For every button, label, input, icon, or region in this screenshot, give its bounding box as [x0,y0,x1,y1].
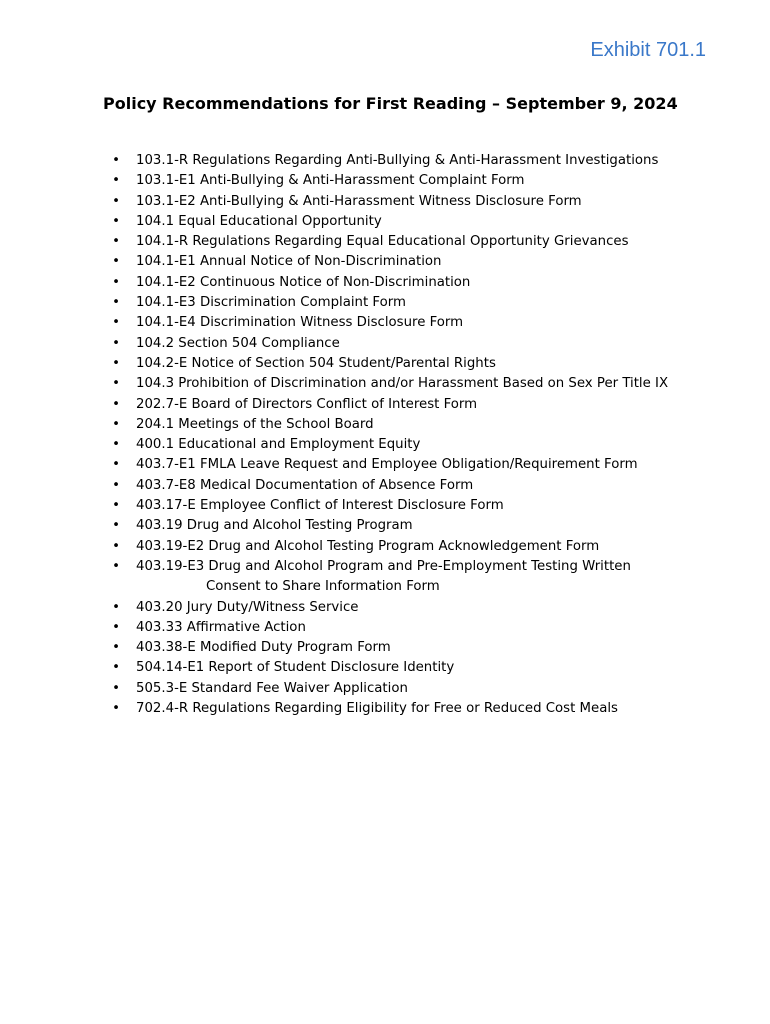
policy-item-text: 104.1-E4 Discrimination Witness Disclosure Form [136,315,464,331]
policy-item-text: 204.1 Meetings of the School Board [136,416,374,432]
bullet-icon: • [112,254,120,270]
bullet-icon: • [112,234,120,250]
list-item [110,415,710,435]
bullet-icon: • [112,701,120,717]
bullet-icon: • [112,416,120,432]
policy-item-continuation: Consent to Share Information Form [206,579,440,595]
list-item [110,658,710,678]
policy-list [110,151,710,719]
list-item [110,252,710,272]
list-item [110,699,710,719]
list-item [110,313,710,333]
policy-item-text: 104.2-E Notice of Section 504 Student/Parental Rights [136,355,496,371]
list-item [110,537,710,557]
bullet-icon: • [112,660,120,676]
list-item [110,192,710,212]
list-item [110,557,710,598]
list-item [110,171,710,191]
policy-item-text: 403.17-E Employee Conflict of Interest Disclosure Form [136,498,504,514]
policy-item-text: 103.1-R Regulations Regarding Anti-Bullying & Anti-Harassment Investigations [136,153,659,168]
list-item [110,679,710,699]
list-item [110,293,710,313]
bullet-icon: • [112,355,120,371]
bullet-icon: • [112,173,120,189]
bullet-icon: • [112,437,120,453]
policy-item-text: 504.14-E1 Report of Student Disclosure Identity [136,660,455,676]
policy-item-text: 104.1 Equal Educational Opportunity [136,213,382,229]
policy-item-text: 505.3-E Standard Fee Waiver Application [136,680,408,696]
policy-item-text: 403.19 Drug and Alcohol Testing Program [136,518,413,534]
policy-item-text: 104.2 Section 504 Compliance [136,335,340,351]
policy-item-text: 104.1-R Regulations Regarding Equal Educational Opportunity Grievances [136,234,629,250]
policy-item-text: 403.19-E2 Drug and Alcohol Testing Program Acknowledgement Form [136,538,600,554]
policy-item-text: 103.1-E1 Anti-Bullying & Anti-Harassment Complaint Form [136,173,525,189]
list-item [110,334,710,354]
bullet-icon: • [112,457,120,473]
bullet-icon: • [112,213,120,229]
list-item [110,395,710,415]
bullet-icon: • [112,193,120,209]
bullet-icon: • [112,599,120,615]
bullet-icon: • [112,295,120,311]
list-item [110,435,710,455]
policy-item-text: 702.4-R Regulations Regarding Eligibility for Free or Reduced Cost Meals [136,701,618,717]
list-item [110,476,710,496]
policy-item-text: 403.19-E3 Drug and Alcohol Program and Pre-Employment Testing Written [136,558,631,574]
list-item [110,354,710,374]
bullet-icon: • [112,477,120,493]
policy-item-text: 104.1-E1 Annual Notice of Non-Discrimination [136,254,442,270]
page-title: Policy Recommendations for First Reading – September 9, 2024 [103,94,678,113]
list-item [110,151,710,171]
bullet-icon: • [112,315,120,331]
list-item [110,455,710,475]
bullet-icon: • [112,558,120,574]
policy-item-text: 400.1 Educational and Employment Equity [136,437,421,453]
list-item [110,618,710,638]
exhibit-label: Exhibit 701.1 [590,39,706,61]
policy-item-text: 104.1-E3 Discrimination Complaint Form [136,295,406,311]
bullet-icon: • [112,640,120,656]
policy-item-text: 403.38-E Modified Duty Program Form [136,640,391,656]
bullet-icon: • [112,498,120,514]
policy-item-text: 103.1-E2 Anti-Bullying & Anti-Harassment Witness Disclosure Form [136,193,582,209]
bullet-icon: • [112,376,120,392]
policy-item-text: 403.33 Affirmative Action [136,619,306,635]
policy-item-text: 403.7-E8 Medical Documentation of Absence Form [136,477,474,493]
list-item [110,516,710,536]
list-item [110,598,710,618]
bullet-icon: • [112,518,120,534]
bullet-icon: • [112,538,120,554]
bullet-icon: • [112,619,120,635]
list-item [110,638,710,658]
policy-item-text: 403.20 Jury Duty/Witness Service [136,599,359,615]
bullet-icon: • [112,396,120,412]
policy-item-text: 104.3 Prohibition of Discrimination and/or Harassment Based on Sex Per Title IX [136,376,669,392]
list-item [110,212,710,232]
policy-item-text: 202.7-E Board of Directors Conflict of Interest Form [136,396,478,412]
bullet-icon: • [112,335,120,351]
list-item [110,232,710,252]
list-item [110,273,710,293]
list-item [110,496,710,516]
list-item [110,374,710,394]
policy-item-text: 104.1-E2 Continuous Notice of Non-Discrimination [136,274,471,290]
bullet-icon: • [112,274,120,290]
bullet-icon: • [112,680,120,696]
policy-item-text: 403.7-E1 FMLA Leave Request and Employee Obligation/Requirement Form [136,457,638,473]
bullet-icon: • [112,153,120,168]
